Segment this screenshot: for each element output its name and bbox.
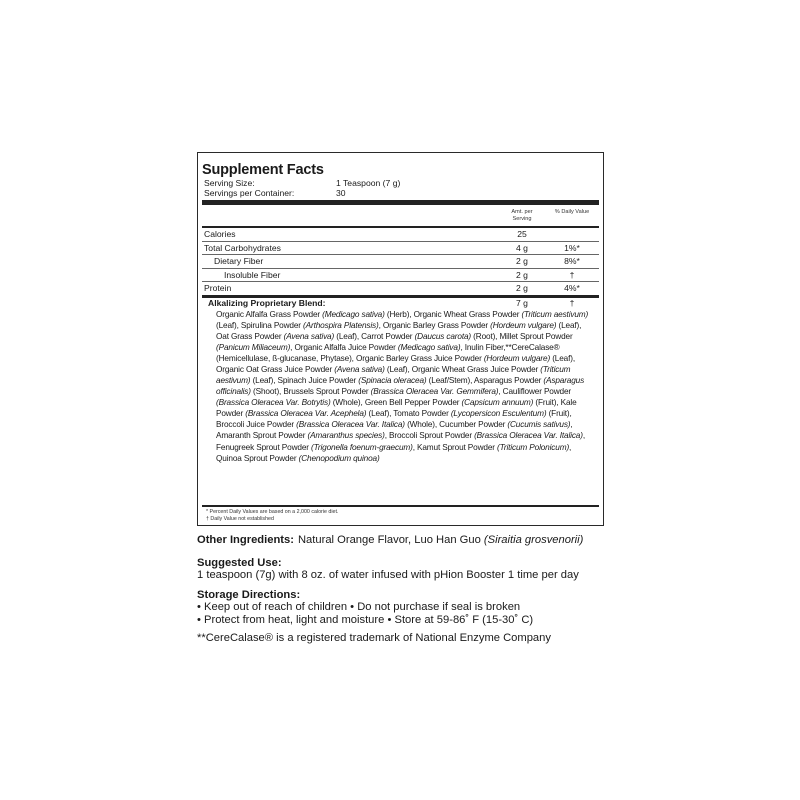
serving-size-value: 1 Teaspoon (7 g) [336,178,401,188]
trademark-notice: **CereCalase® is a registered trademark of National Enzyme Company [197,632,551,644]
botanical-name: (Asparagus officinalis) [216,376,585,397]
other-ingredients-value [298,534,583,546]
storage-directions-line-1: • Keep out of reach of children • Do not purchase if seal is broken [197,601,521,613]
nutrient-row-calories [202,228,599,242]
ingredient-text: (Fruit), Broccoli Juice Powder [216,409,572,430]
ingredient-text: (Leaf), Spinach Juice Powder [250,376,359,386]
supplement-facts-panel [197,152,604,526]
nutrient-daily-value: 4%* [564,283,580,294]
other-ingredients-plain: Natural Orange Flavor, Luo Han Guo [297,534,484,546]
ingredient-text: (Fruit), Kale Powder [216,398,577,419]
storage-directions-line-2: • Protect from heat, light and moisture • Store at 59-86˚ F (15-30˚ C) [197,614,534,626]
nutrient-amount: 2 g [516,269,528,280]
nutrient-row-dietary-fiber [202,255,599,269]
botanical-name: (Arthospira Platensis) [303,321,379,331]
nutrient-row-protein [202,282,599,295]
suggested-use-heading: Suggested Use: [197,557,282,569]
botanical-name: (Brassica Oleracea Var. Botrytis) [216,398,331,408]
nutrient-row-total-carbohydrates [202,242,599,256]
other-ingredients [197,534,583,546]
ingredient-text: , Cauliflower Powder [498,387,572,397]
amount-per-serving-header: Amt. per Serving [511,209,533,222]
botanical-name: (Medicago sativa) [397,343,461,353]
serving-size-row [202,178,599,188]
daily-value-header: % Daily Value [554,209,590,215]
ingredient-text: , Organic Alfalfa Juice Powder [290,343,398,353]
ingredient-text: (Leaf), Organic Oat Grass Juice Powder [216,354,575,375]
ingredient-text: (Root), Millet Sprout Powder [471,332,573,342]
botanical-name: (Panicum Miliaceum) [216,343,291,353]
ingredient-text: (Leaf/Stem), Asparagus Powder [426,376,544,386]
servings-label: Servings per Container: [204,188,295,198]
nutrient-name: Total Carbohydrates [204,242,281,253]
botanical-name: (Capsicum annuum) [461,398,534,408]
botanical-name: (Triticum Polonicum) [497,442,570,452]
nutrient-name: Calories [204,229,236,239]
footnote-not-established: † Daily Value not established [206,516,274,522]
other-ingredients-italic: (Siraitia grosvenorii) [483,534,584,546]
ingredient-text: , Broccoli Sprout Powder [384,431,475,441]
ingredient-text: (Leaf), Carrot Powder [334,332,415,342]
proprietary-blend-row [202,298,599,309]
botanical-name: (Brassica Oleracea Var. Italica) [296,420,405,430]
blend-ingredients-text [216,309,596,464]
botanical-name: (Triticum aestivum) [521,309,589,319]
ingredient-text: , Inulin Fiber,**CereCalase® (Hemicellulase, ß-glucanase, Phytase), Organic Barley Grass Juice Powder [216,343,560,364]
botanical-name: (Avena sativa) [283,332,335,342]
blend-amount: 7 g [516,297,528,308]
ingredient-text: , Fenugreek Sprout Powder [216,431,585,452]
ingredient-text: , Kamut Sprout Powder [412,442,498,452]
botanical-name: (Brassica Oleracea Var. Acephela) [245,409,367,419]
botanical-name: (Avena sativa) [334,365,385,375]
botanical-name: (Hordeum vulgare) [483,354,551,364]
botanical-name: (Lycopersicon Esculentum) [450,409,547,419]
botanical-name: (Amaranthus species) [307,431,385,441]
nutrient-amount: 4 g [516,242,528,253]
nutrient-daily-value: † [569,269,575,280]
divider-footnotes [202,505,599,507]
blend-daily-value: † [569,297,575,308]
nutrient-amount: 25 [517,229,527,239]
nutrient-daily-value: 1%* [564,242,580,253]
suggested-use-text: 1 teaspoon (7g) with 8 oz. of water infused with pHion Booster 1 time per day [197,569,579,581]
ingredient-text: Organic Alfalfa Grass Powder [216,309,323,319]
servings-per-container-row [202,188,599,198]
panel-title: Supplement Facts [202,162,324,178]
blend-name: Alkalizing Proprietary Blend: [208,297,326,308]
ingredient-text: (Leaf), Spirulina Powder [216,321,304,331]
botanical-name: (Daucus carota) [414,332,472,342]
botanical-name: (Brassica Oleracea Var. Italica) [474,431,583,441]
nutrient-name: Protein [204,283,232,294]
serving-size-label: Serving Size: [204,178,255,188]
other-ingredients-label: Other Ingredients: [197,534,294,546]
ingredient-text: (Shoot), Brussels Sprout Powder [250,387,371,397]
botanical-name: (Brassica Oleracea Var. Gemmifera) [370,387,499,397]
nutrient-amount: 2 g [516,256,528,267]
botanical-name: (Hordeum vulgare) [490,321,557,331]
botanical-name: (Chenopodium quinoa) [298,453,380,463]
botanical-name: (Triticum aestivum) [216,365,571,386]
footnote-daily-values: * Percent Daily Values are based on a 2,000 calorie diet. [206,509,339,515]
ingredient-text: (Herb), Organic Wheat Grass Powder [384,309,522,319]
ingredient-text: (Leaf), Tomato Powder [366,409,451,419]
ingredient-text: (Leaf), Oat Grass Powder [216,321,582,342]
ingredient-text: (Whole), Cucumber Powder [404,420,508,430]
botanical-name: (Cucumis sativus) [507,420,571,430]
nutrient-amount: 2 g [516,283,528,294]
nutrient-row-insoluble-fiber [202,269,599,283]
ingredient-text: , Organic Barley Grass Powder [378,321,491,331]
botanical-name: (Medicago sativa) [322,309,385,319]
ingredient-text: (Leaf), Organic Wheat Grass Juice Powder [384,365,541,375]
nutrient-name: Dietary Fiber [214,256,264,267]
ingredient-text: , Quinoa Sprout Powder [216,442,572,463]
column-headers [202,205,599,226]
botanical-name: (Spinacia oleracea) [358,376,427,386]
storage-directions-heading: Storage Directions: [197,589,301,601]
ingredient-text: (Whole), Green Bell Pepper Powder [330,398,462,408]
servings-value: 30 [336,188,346,198]
ingredient-text: , Amaranth Sprout Powder [216,420,573,441]
nutrient-name: Insoluble Fiber [224,269,281,280]
nutrient-daily-value: 8%* [564,256,580,267]
botanical-name: (Trigonella foenum-graecum) [311,442,413,452]
